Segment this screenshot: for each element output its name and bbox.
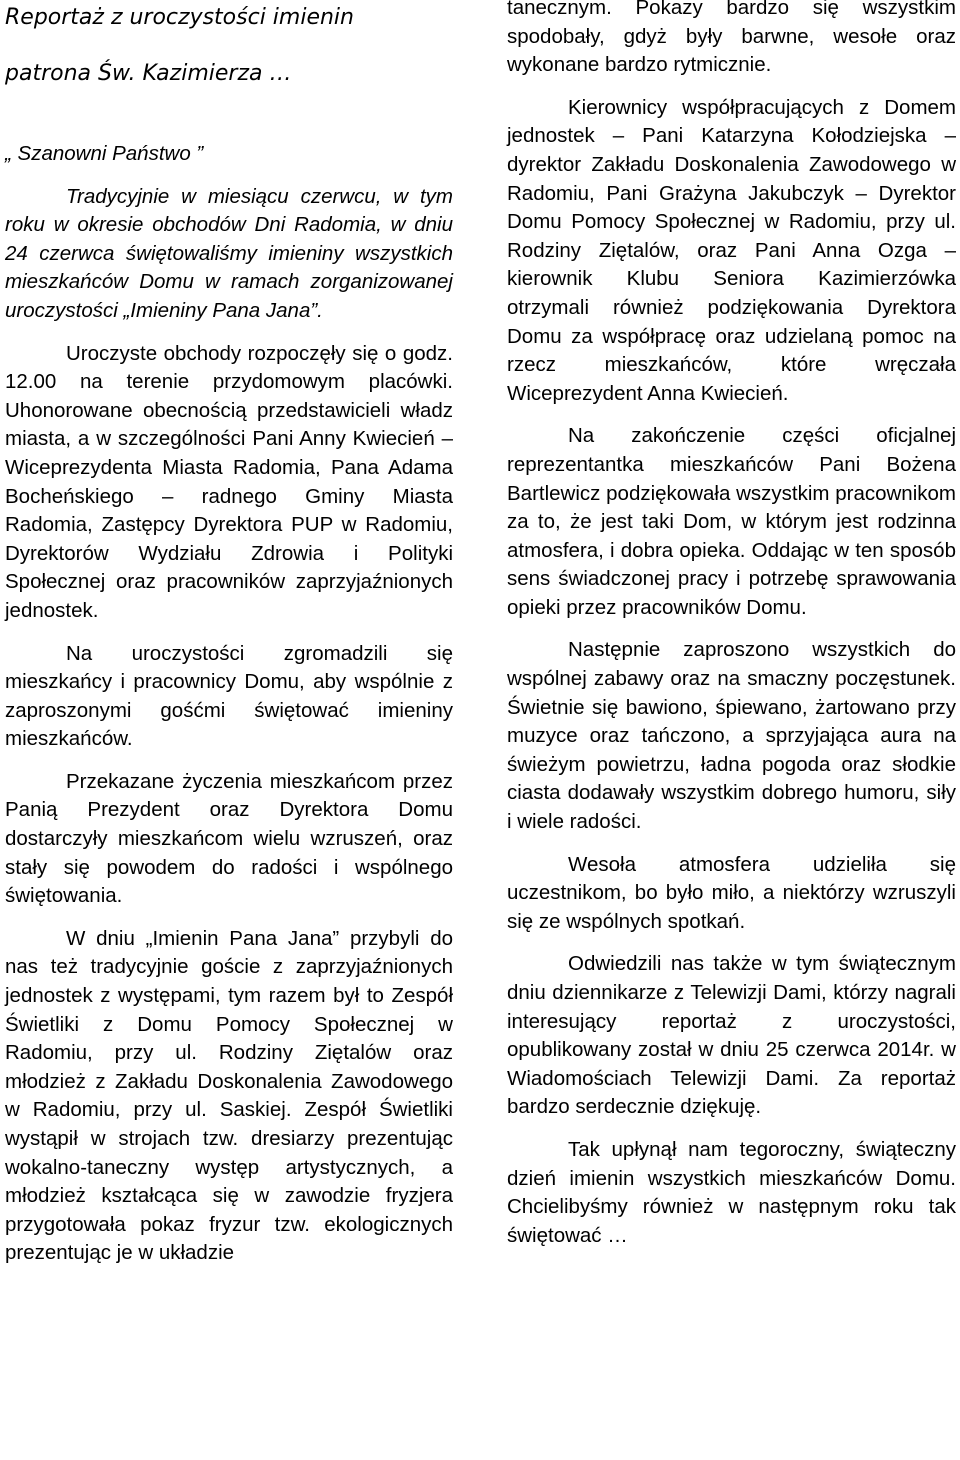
paragraph-thanks-partners: Kierownicy współpracujących z Domem jednostek – Pani Katarzyna Kołodziejska – dyrektor Zakładu Doskonalenia Zawodowego w Radomiu, Pani Grażyna Jakubczyk – Dyrektor Domu Pomocy Społecznej w Radomiu, przy ul. Rodziny Ziętalów, oraz Pani Anna Ozga – kierownik Klubu Seniora Kazimierzówka otrzymali również podziękowania Dyrektora Domu za współpracę oraz udzielaną pomoc na rzecz mieszkańców, które wręczała Wiceprezydent Anna Kwiecień.: [507, 95, 956, 405]
left-column: [5, 0, 453, 1282]
paragraph-atmosphere: Wesoła atmosfera udzieliła się uczestnikom, bo było miło, a niektórzy wzruszyli się ze wspólnych spotkań.: [507, 852, 956, 933]
paragraph-intro: Tradycyjnie w miesiącu czerwcu, w tym roku w okresie obchodów Dni Radomia, w dniu 24 czerwca świętowaliśmy imieniny wszystkich mieszkańców Domu w ramach zorganizowanej uroczystości „Imieniny Pana Jana”.: [5, 184, 453, 322]
greeting: „ Szanowni Państwo ”: [5, 142, 204, 165]
paragraph-guests: W dniu „Imienin Pana Jana” przybyli do nas też tradycyjnie goście z zaprzyjaźnionych jednostek z występami, tym razem był to Zespół Świetliki z Domu Pomocy Społecznej w Radomiu, przy ul. Rodziny Ziętalów oraz młodzież z Zakładu Doskonalenia Zawodowego w Radomiu, przy ul. Saskiej. Zespół Świetliki wystąpił w strojach tzw. dresiarzy prezentując wokalno-taneczny występ artystycznych, a młodzież kształcąca się w zawodzie fryzjera przygotowała pokaz fryzur tzw. ekologicznych prezentując je w układzie: [5, 926, 453, 1265]
paragraph-ceremony-start: Uroczyste obchody rozpoczęły się o godz. 12.00 na terenie przydomowym placówki. Uhonorowane obecnością przedstawicieli władz miasta, a w szczególności Pani Anny Kwiecień – Wiceprezydenta Miasta Radomia, Pana Adama Bocheńskiego – radnego Gminy Miasta Radomia, Zastępcy Dyrektora PUP w Radomiu, Dyrektorów Wydziału Zdrowia i Polityki Społecznej oraz pracowników zaprzyjaźnionych jednostek.: [5, 341, 453, 622]
paragraph-closing: Tak upłynął nam tegoroczny, świąteczny dzień imienin wszystkich mieszkańców Domu. Chcielibyśmy również w następnym roku tak świętować …: [507, 1137, 956, 1247]
title-line-1: Reportaż z uroczystości imienin: [5, 5, 354, 30]
paragraph-television: Odwiedzili nas także w tym świątecznym dniu dziennikarze z Telewizji Dami, którzy nagrali interesujący reportaż z uroczystości, opublikowany został w dniu 25 czerwca 2014r. w Wiadomościach Telewizji Dami. Za reportaż bardzo serdecznie dziękuję.: [507, 952, 956, 1119]
title-line-2: patrona Św. Kazimierza …: [5, 61, 292, 86]
article-title: [5, 4, 453, 114]
paragraph-wishes: Przekazane życzenia mieszkańcom przez Panią Prezydent oraz Dyrektora Domu dostarczyły mieszkańcom wielu wzruszeń, oraz stały się powodem do radości i wspólnego świętowania.: [5, 769, 453, 908]
paragraph-party: Następnie zaproszono wszystkich do wspólnej zabawy oraz na smaczny poczęstunek. Świetnie się bawiono, śpiewano, żartowano przy muzyce oraz tańczono, a sprzyjająca aura na świeżym powietrzu, ładna pogoda oraz słodkie ciasta dodawały wszystkim dobrego humoru, siły i wiele radości.: [507, 638, 956, 834]
right-column: [507, 0, 956, 1264]
paragraph-dance-continued: tanecznym. Pokazy bardzo się wszystkim spodobały, gdyż były barwne, wesołe oraz wykonane bardzo rytmicznie.: [507, 0, 956, 77]
paragraph-resident-thanks: Na zakończenie części oficjalnej reprezentantka mieszkańców Pani Bożena Bartlewicz podziękowała wszystkim pracownikom za to, że jest taki Dom, w którym jest rodzinna atmosfera, i dobra opieka. Oddając w ten sposób sens świadczonej pracy i potrzebę sprawowania opieki przez pracowników Domu.: [507, 424, 956, 619]
paragraph-gathering: Na uroczystości zgromadzili się mieszkańcy i pracownicy Domu, aby wspólnie z zaproszonymi gośćmi świętować imieniny mieszkańców.: [5, 641, 453, 751]
